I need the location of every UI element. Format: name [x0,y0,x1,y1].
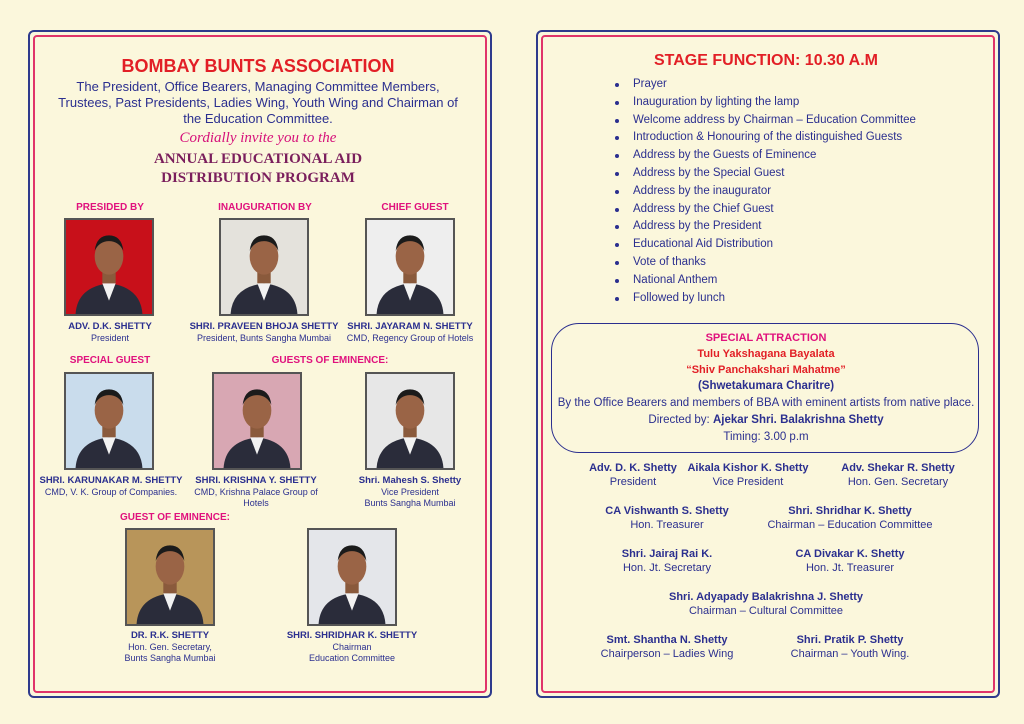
member-name: Adv. Shekar R. Shetty [841,462,955,474]
role-presided-by: PRESIDED BY [76,202,144,213]
program-item: Educational Aid Distribution [612,236,916,254]
person-name: SHRI. KRISHNA Y. SHETTY [195,475,317,486]
program-item: Inauguration by lighting the lamp [612,94,916,112]
member-role: Hon. Gen. Secretary [847,476,949,488]
member-role: Hon. Jt. Treasurer [805,562,895,574]
person-description: Vice President [381,487,439,497]
program-item: Introduction & Honouring of the distinguished Guests [612,129,916,147]
member-name: Aikala Kishor K. Shetty [687,462,809,474]
committee-member [770,634,930,661]
director-name: Ajekar Shri. Balakrishna Shetty [712,414,884,426]
committee-member [636,591,896,618]
member-role: Chairman – Education Committee [767,519,933,531]
program-item: Address by the Special Guest [612,165,916,183]
member-role: Chairman – Cultural Committee [688,605,844,617]
committee-member [582,634,752,661]
person-name: ADV. D.K. SHETTY [68,321,152,332]
member-name: CA Divakar K. Shetty [795,548,905,560]
portrait-photo [212,372,302,470]
portrait-photo [64,218,154,316]
person-caption [282,630,422,664]
person-name: Shri. Mahesh S. Shetty [358,475,462,486]
committee-member [823,462,973,489]
person-description: Hon. Gen. Secretary, [128,642,212,652]
portrait-photo [125,528,215,626]
person-description-2: Education Committee [308,653,396,663]
member-role: President [609,476,657,488]
person-name: SHRI. PRAVEEN BHOJA SHETTY [189,321,339,332]
person-description-2: Bunts Sangha Mumbai [124,653,216,663]
member-name: Shri. Jairaj Rai K. [621,548,713,560]
member-role: Hon. Jt. Secretary [622,562,712,574]
program-item: Address by the Chief Guest [612,201,916,219]
person-description-2: Bunts Sangha Mumbai [364,498,456,508]
member-name: CA Vishwanth S. Shetty [605,505,729,517]
member-role: Chairperson – Ladies Wing [600,648,734,660]
program-item: Vote of thanks [612,254,916,272]
member-name: Shri. Adyapady Balakrishna J. Shetty [669,591,863,603]
program-item: Address by the inaugurator [612,183,916,201]
program-item: Followed by lunch [612,290,916,308]
invite-line: Cordially invite you to the [179,130,337,146]
person-description: CMD, Regency Group of Hotels [346,333,474,343]
role-inauguration-by: INAUGURATION BY [218,202,312,213]
role-chief-guest: CHIEF GUEST [381,202,449,213]
committee-member [760,505,940,532]
special-show-name: Tulu Yakshagana Bayalata [697,348,835,360]
special-attraction-heading: SPECIAL ATTRACTION [705,332,827,344]
member-role: Chairman – Youth Wing. [790,648,910,660]
event-title-line-2: DISTRIBUTION PROGRAM [161,170,355,186]
portrait-photo [219,218,309,316]
person-caption [344,475,476,509]
special-show-title: “Shiv Panchakshari Mahatme” [686,364,846,376]
person-name: SHRI. KARUNAKAR M. SHETTY [39,475,183,486]
event-title [28,150,488,188]
program-item: National Anthem [612,272,916,290]
person-caption [188,475,324,509]
role-special-guest: SPECIAL GUEST [69,355,151,366]
committee-member [592,505,742,532]
invitation-intro: The President, Office Bearers, Managing Committee Members, Trustees, Past Presidents, Ladies Wing, Youth Wing and Chairman of the Education Committee. [58,79,458,126]
program-item: Address by the President [612,218,916,236]
person-caption [184,321,344,344]
program-list [612,76,916,307]
person-caption [36,475,186,498]
special-timing: Timing: 3.00 p.m [723,431,809,443]
person-description: President, Bunts Sangha Mumbai [196,333,332,343]
member-role: Vice President [712,476,784,488]
member-name: Shri. Shridhar K. Shetty [788,505,912,517]
person-name: SHRI. SHRIDHAR K. SHETTY [286,630,418,641]
person-description: President [90,333,130,343]
member-name: Shri. Pratik P. Shetty [796,634,904,646]
portrait-photo [365,372,455,470]
person-caption [100,630,240,664]
committee-member [592,548,742,575]
special-director-line [536,414,996,426]
person-name: SHRI. JAYARAM N. SHETTY [347,321,473,332]
program-item: Welcome address by Chairman – Education Committee [612,112,916,130]
association-title: BOMBAY BUNTS ASSOCIATION [121,56,395,76]
portrait-photo [365,218,455,316]
special-show-subtitle: (Shwetakumara Charitre) [697,380,835,392]
person-caption [344,321,476,344]
portrait-photo [307,528,397,626]
person-name: DR. R.K. SHETTY [130,630,210,641]
member-name: Adv. D. K. Shetty [589,462,677,474]
program-item: Address by the Guests of Eminence [612,147,916,165]
person-description: CMD, V. K. Group of Companies. [44,487,178,497]
member-role: Hon. Treasurer [630,519,704,531]
program-item: Prayer [612,76,916,94]
committee-member [673,462,823,489]
special-performers: By the Office Bearers and members of BBA with eminent artists from native place. [557,397,975,409]
role-guests-of-eminence: GUESTS OF EMINENCE: [271,355,389,366]
person-description: CMD, Krishna Palace Group of Hotels [194,487,318,508]
person-caption [40,321,180,344]
role-guest-of-eminence: GUEST OF EMINENCE: [119,512,230,523]
committee-member [775,548,925,575]
event-title-line-1: ANNUAL EDUCATIONAL AID [153,151,363,167]
person-description: Chairman [332,642,372,652]
member-name: Smt. Shantha N. Shetty [606,634,728,646]
stage-function-title: STAGE FUNCTION: 10.30 A.M [653,52,879,69]
portrait-photo [64,372,154,470]
directed-by-label: Directed by: [648,414,710,426]
